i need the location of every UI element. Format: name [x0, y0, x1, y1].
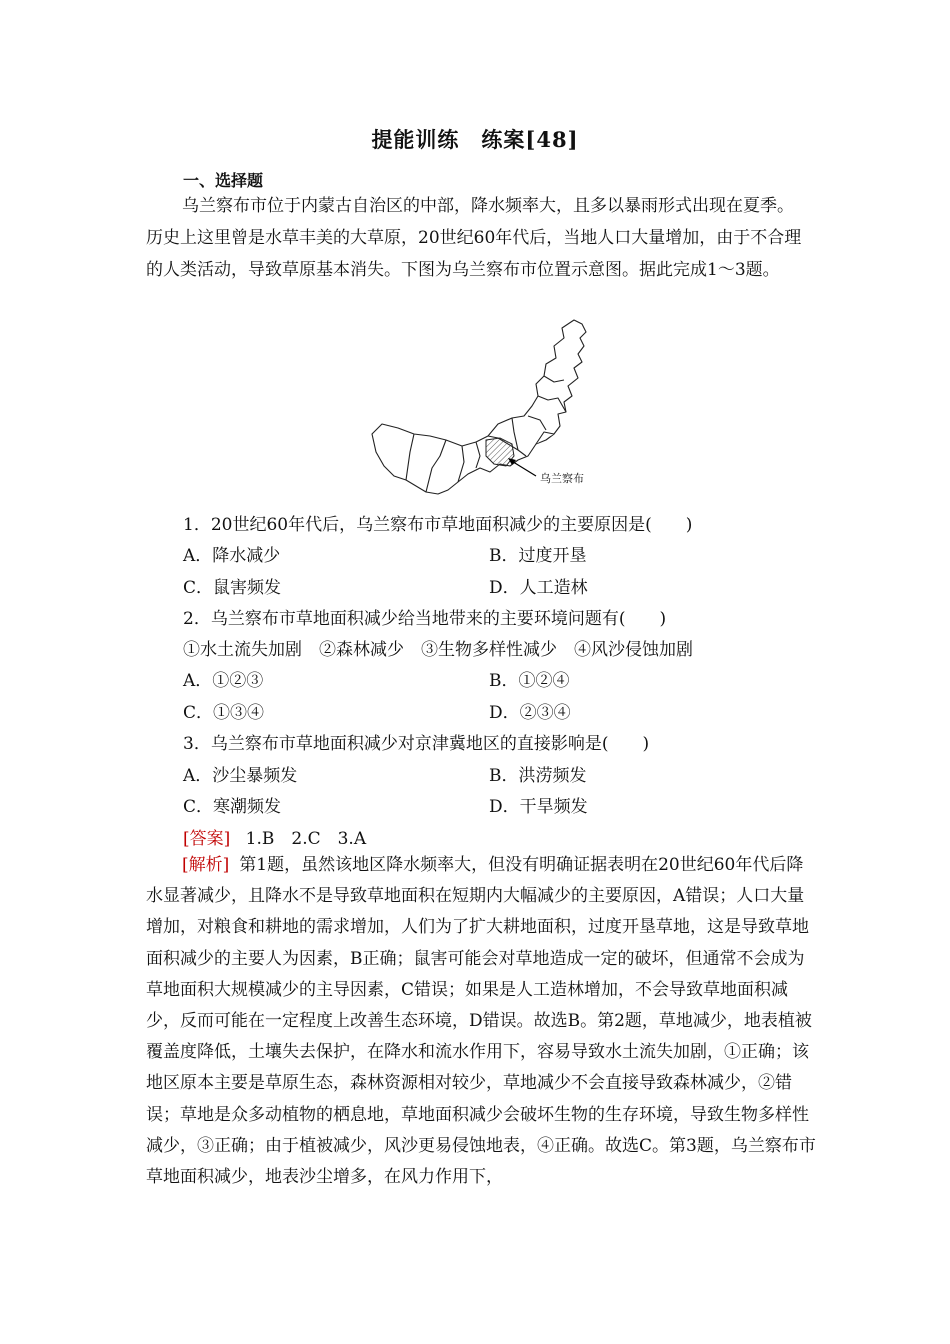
answer-text: 1.B 2.C 3.A	[245, 829, 367, 849]
section-heading: 一、选择题	[183, 171, 264, 190]
analysis-paragraph	[146, 850, 818, 1193]
question-3-stem: 3．乌兰察布市草地面积减少对京津冀地区的直接影响是( )	[183, 734, 650, 754]
intro-text: 乌兰察布市位于内蒙古自治区的中部，降水频率大，且多以暴雨形式出现在夏季。历史上这里曾是水草丰美的大草原，20世纪60年代后，当地人口大量增加，由于不合理的人类活动，导致草原基本消失。下图为乌兰察布市位置示意图。据此完成1～3题。	[146, 196, 802, 280]
answer-tag: [答案]	[183, 829, 231, 849]
q3-option-d: D．干旱频发	[489, 797, 588, 817]
q2-option-b: B．①②④	[489, 671, 570, 691]
question-2-stem: 2．乌兰察布市草地面积减少给当地带来的主要环境问题有( )	[183, 609, 667, 629]
answer-line	[183, 824, 366, 849]
q1-option-d: D．人工造林	[489, 578, 588, 598]
question-2-items: ①水土流失加剧 ②森林减少 ③生物多样性减少 ④风沙侵蚀加剧	[183, 640, 693, 660]
intro-paragraph	[146, 190, 808, 286]
page-title: 提能训练 练案[48]	[371, 127, 579, 152]
q2-option-a: A．①②③	[183, 671, 264, 691]
analysis-tag: [解析]	[182, 855, 230, 875]
inner-mongolia-outline	[372, 320, 586, 494]
q1-option-a: A．降水减少	[183, 546, 281, 566]
q1-option-b: B．过度开垦	[489, 546, 587, 566]
map-label: 乌兰察布	[540, 472, 584, 485]
q3-option-c: C．寒潮频发	[183, 797, 282, 817]
q2-option-c: C．①③④	[183, 703, 265, 723]
analysis-text: 第1题，虽然该地区降水频率大，但没有明确证据表明在20世纪60年代后降水显著减少，且降水不是导致草地面积在短期内大幅减少的主要原因，A错误；人口大量增加，对粮食和耕地的需求增加，人们为了扩大耕地面积，过度开垦草地，这是导致草地面积减少的主要人为因素，B正确；鼠害可能会对草地造成一定的破坏，但通常不会成为草地面积大规模减少的主导因素，C错误；如果是人工造林增加，不会导致草地面积减少，反而可能在一定程度上改善生态环境，D错误。故选B。第2题，草地减少，地表植被覆盖度降低，土壤失去保护，在降水和流水作用下，容易导致水土流失加剧，①正确；该地区原本主要是草原生态，森林资源相对较少，草地减少不会直接导致森林减少，②错误；草地是众多动植物的栖息地，草地面积减少会破坏生物的生存环境，导致生物多样性减少，③正确；由于植被减少，风沙更易侵蚀地表，④正确。故选C。第3题，乌兰察布市草地面积减少，地表沙尘增多，在风力作用下，	[146, 855, 816, 1188]
question-1-stem: 1．20世纪60年代后，乌兰察布市草地面积减少的主要原因是( )	[183, 515, 693, 535]
q2-option-d: D．②③④	[489, 703, 571, 723]
q3-option-b: B．洪涝频发	[489, 766, 587, 786]
q3-option-a: A．沙尘暴频发	[183, 766, 298, 786]
q1-option-c: C．鼠害频发	[183, 578, 282, 598]
